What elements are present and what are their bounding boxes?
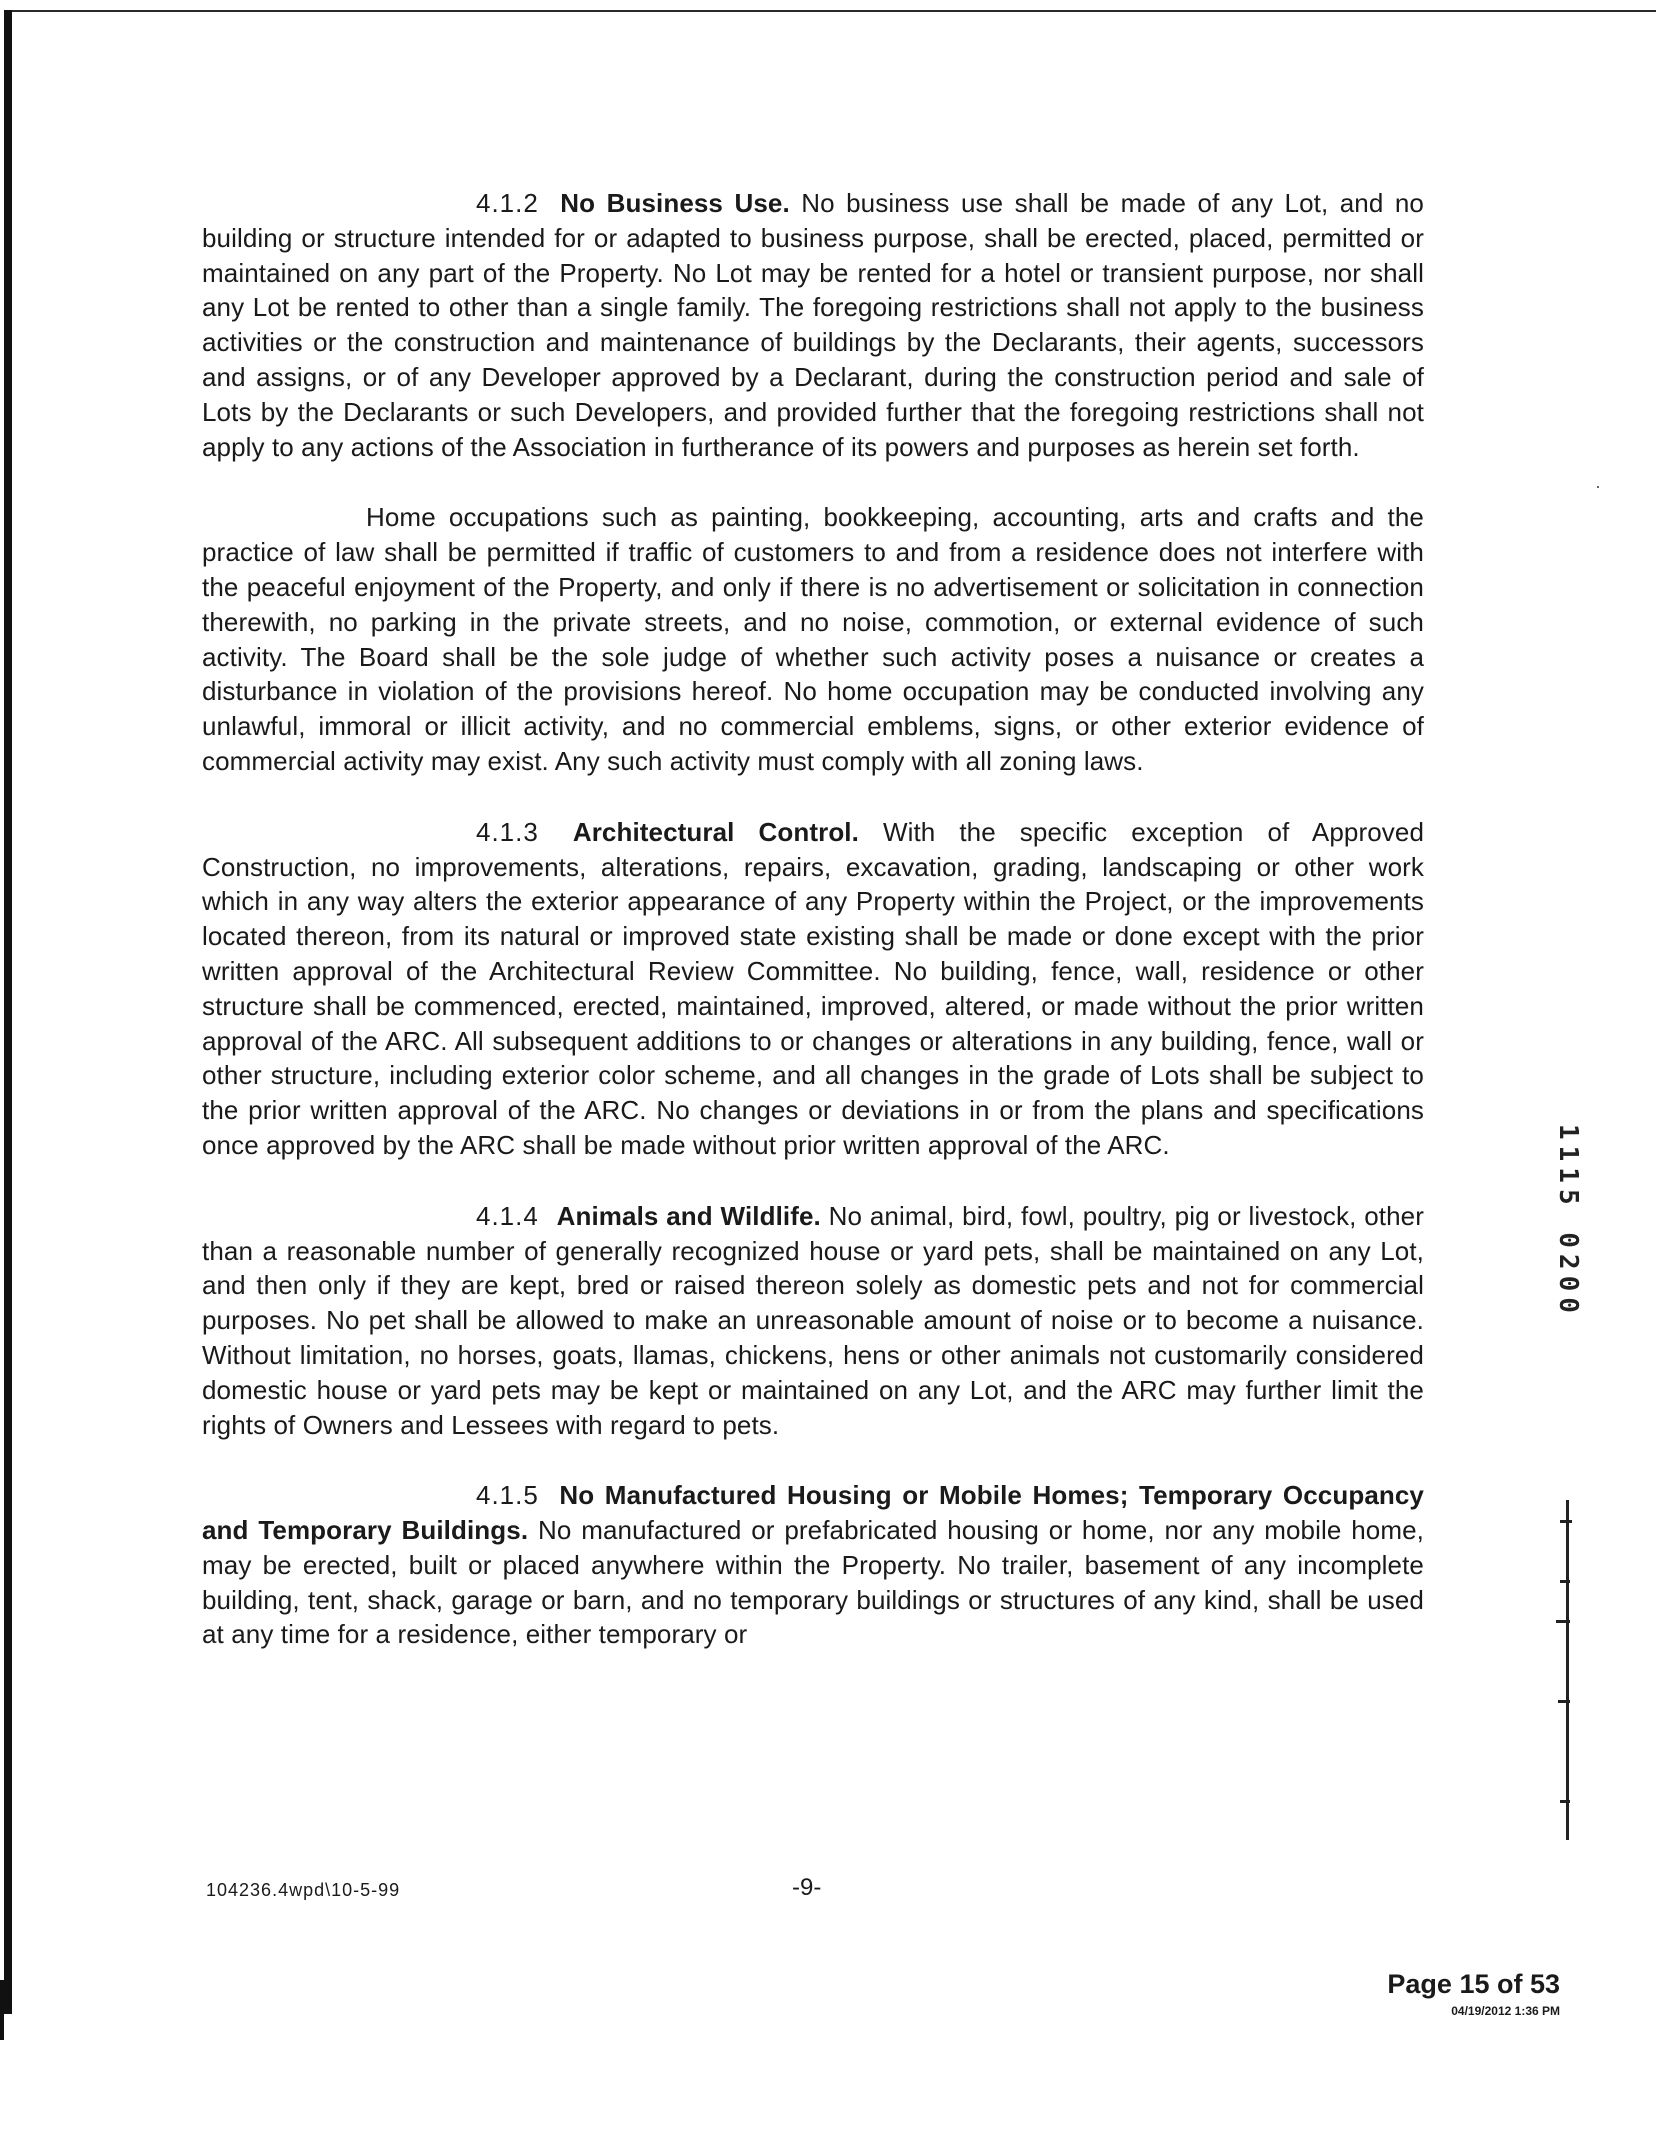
section-4-1-2 (202, 186, 1424, 464)
scan-left-edge-lower (0, 1980, 4, 2040)
barcode-mark (1566, 1500, 1569, 1840)
section-number: 4.1.4 (476, 1200, 539, 1231)
section-text: With the specific exception of Approved Construction, no improvements, alterations, repairs, excavation, grading, landscaping or other work which in any way alters the exterior appearance of any Property within the Project, or the improvements located thereon, from its natural or improved state existing shall be made or done except with the prior written approval of the Architectural Review Committee. No building, fence, wall, residence or other structure shall be commenced, erected, maintained, improved, altered, or made without the prior written approval of the ARC. All subsequent additions to or changes or alterations in any building, fence, wall or other structure, including exterior color scheme, and all changes in the grade of Lots shall be subject to the prior written approval of the ARC. No changes or deviations in or from the plans and specifications once approved by the ARC shall be made without prior written approval of the ARC. (202, 816, 1424, 1160)
section-heading: No Business Use. (560, 188, 790, 218)
section-text: Home occupations such as painting, bookkeeping, accounting, arts and crafts and the practice of law shall be permitted if traffic of customers to and from a residence does not interfere with the peaceful enjoyment of the Property, and only if there is no advertisement or solicitation in connection therewith, no parking in the private streets, and no noise, commotion, or external evidence of such activity. The Board shall be the sole judge of whether such activity poses a nuisance or creates a disturbance in violation of the provisions hereof. No home occupation may be conducted involving any unlawful, immoral or illicit activity, and no commercial emblems, signs, or other exterior evidence of commercial activity may exist. Any such activity must comply with all zoning laws. (202, 502, 1424, 776)
section-4-1-5 (202, 1478, 1424, 1652)
section-4-1-3 (202, 815, 1424, 1163)
barcode-tick (1558, 1700, 1570, 1703)
section-heading: No Manufactured Housing or Mobile Homes; Temporary Occupancy and Temporary Buildings. (202, 1480, 1424, 1546)
section-heading: Animals and Wildlife. (556, 1200, 821, 1231)
section-number: 4.1.5 (476, 1480, 539, 1511)
page-top-border (12, 10, 1656, 12)
barcode-tick (1560, 1520, 1572, 1523)
page-number: -9- (792, 1874, 822, 1901)
section-text: No business use shall be made of any Lot, and no building or structure intended for or adapted to business purpose, shall be erected, placed, permitted or maintained on any part of the Property. No Lot may be rented for a hotel or transient purpose, nor shall any Lot be rented to other than a single family. The foregoing restrictions shall not apply to the business activities or the construction and maintenance of buildings by the Declarants, their agents, successors and assigns, or of any Developer approved by a Declarant, during the construction period and sale of Lots by the Declarants or such Developers, and provided further that the foregoing restrictions shall not apply to any actions of the Association in furtherance of its powers and purposes as herein set forth. (202, 188, 1424, 462)
scan-speck (1597, 486, 1599, 488)
scan-left-edge (4, 10, 12, 2014)
barcode-tick (1556, 1620, 1570, 1623)
document-body (202, 186, 1424, 1652)
home-occupations-paragraph (202, 500, 1424, 778)
section-number: 4.1.3 (476, 816, 539, 847)
document-id: 104236.4wpd\10-5-99 (206, 1880, 401, 1900)
barcode-tick (1560, 1800, 1570, 1803)
section-text: No animal, bird, fowl, poultry, pig or livestock, other than a reasonable number of generally recognized house or yard pets, shall be maintained on any Lot, and then only if they are kept, bred or raised thereon solely as domestic pets and not for commercial purposes. No pet shall be allowed to make an unreasonable amount of noise or to become a nuisance. Without limitation, no horses, goats, llamas, chickens, hens or other animals not customarily considered domestic house or yard pets may be kept or maintained on any Lot, and the ARC may further limit the rights of Owners and Lessees with regard to pets. (202, 1200, 1424, 1440)
section-text: No manufactured or prefabricated housing or home, nor any mobile home, may be erected, built or placed anywhere within the Property. No trailer, basement of any incomplete building, tent, shack, garage or barn, and no temporary buildings or structures of any kind, shall be used at any time for a residence, either temporary or (202, 1515, 1424, 1650)
recording-stamp: 1115 0200 (1553, 1124, 1583, 1319)
section-4-1-4 (202, 1199, 1424, 1443)
print-timestamp: 04/19/2012 1:36 PM (1451, 2004, 1560, 2018)
section-heading: Architectural Control. (572, 816, 859, 847)
page-count: Page 15 of 53 (1387, 1969, 1560, 1999)
section-number: 4.1.2 (476, 188, 539, 218)
barcode-tick (1560, 1580, 1570, 1583)
